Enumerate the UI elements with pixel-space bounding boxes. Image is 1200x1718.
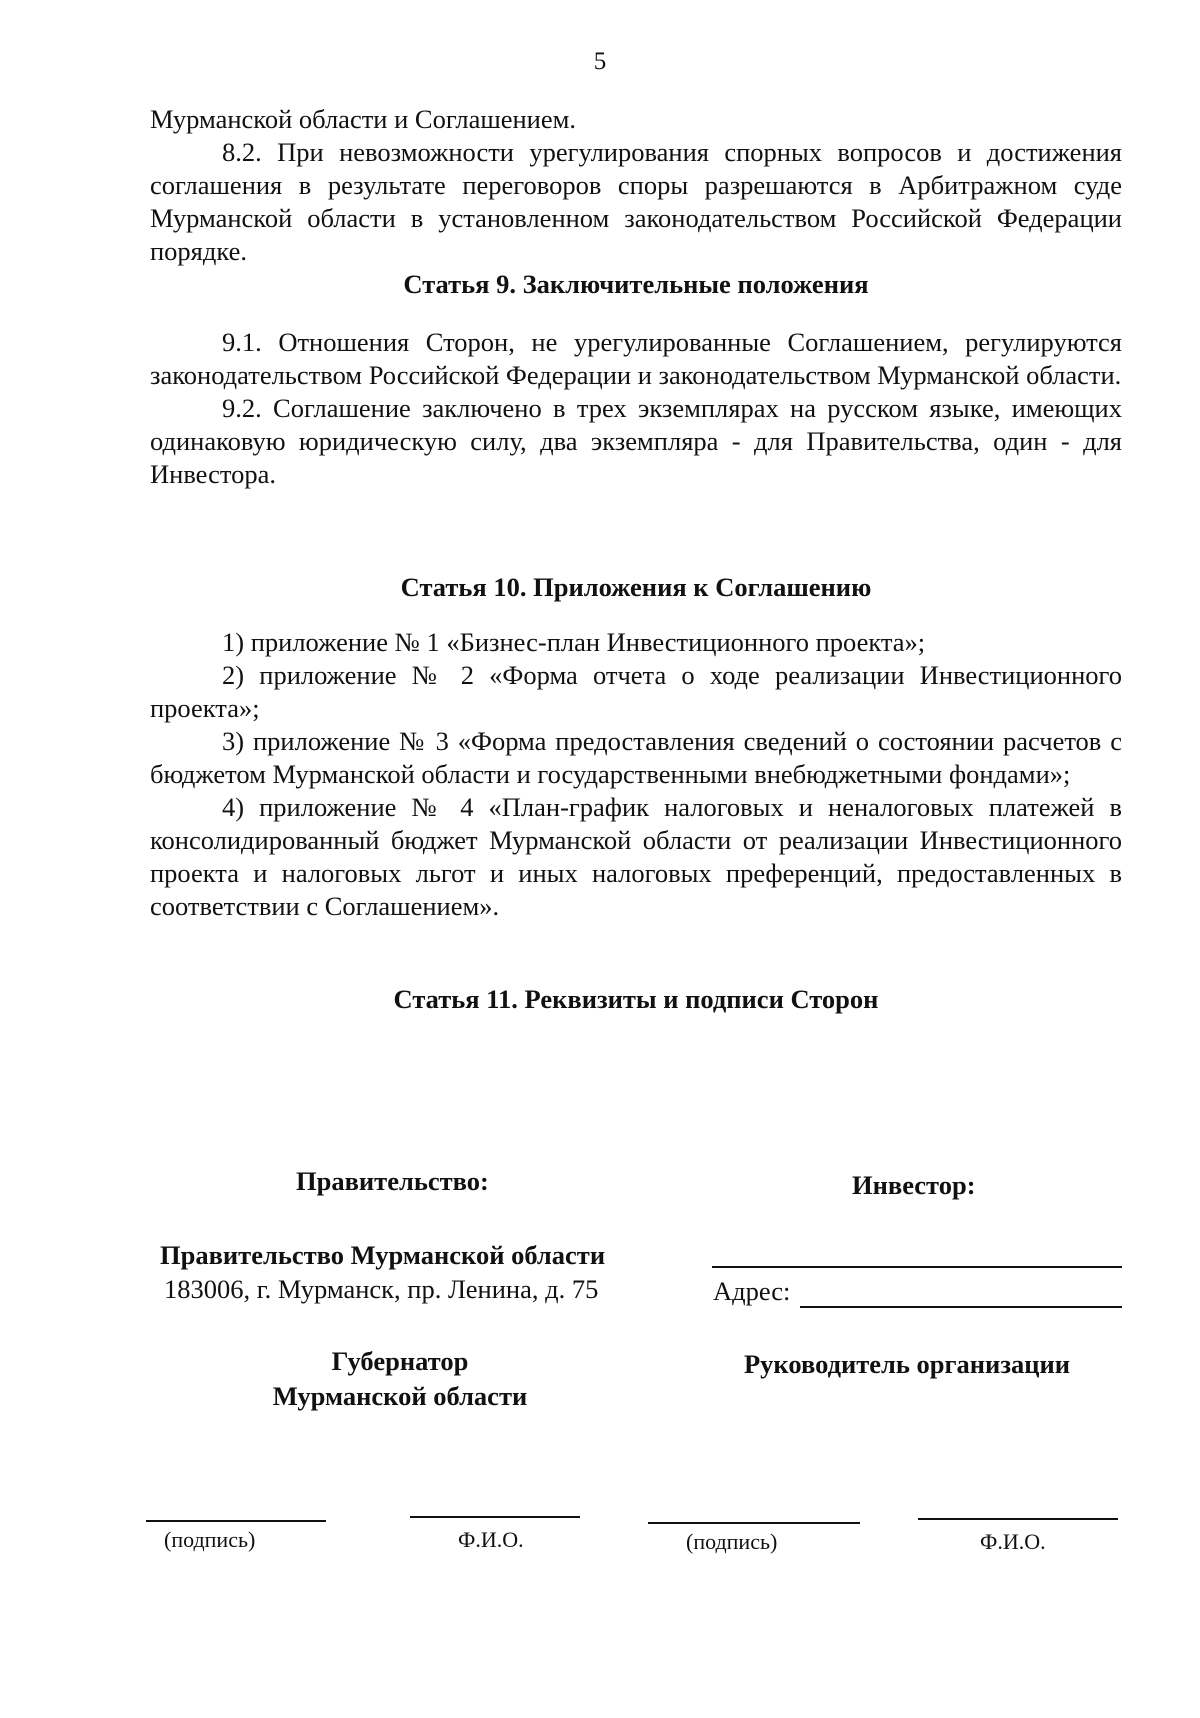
investor-signature-caption: (подпись) [686, 1529, 778, 1554]
heading-article-9: Статья 9. Заключительные положения [403, 269, 869, 299]
government-fio-caption: Ф.И.О. [458, 1527, 524, 1552]
government-signature-caption: (подпись) [164, 1527, 256, 1552]
appendix-item-2: 2) приложение № 2 «Форма отчета о ходе реализации Инвестиционного проекта»; [150, 660, 1122, 723]
investor-address-line [800, 1306, 1122, 1308]
appendix-item-3: 3) приложение № 3 «Форма предоставления сведений о состоянии расчетов с бюджетом Мурманской области и государственными внебюджетными фондами»; [150, 726, 1122, 789]
page-number: 5 [593, 48, 607, 75]
government-fio-line [410, 1516, 580, 1518]
government-position-line1: Губернатор [331, 1346, 469, 1376]
investor-fio-caption: Ф.И.О. [980, 1529, 1046, 1554]
investor-signature-line [648, 1522, 860, 1524]
investor-position: Руководитель организации [744, 1349, 1071, 1379]
investor-heading: Инвестор: [852, 1170, 976, 1200]
heading-article-10: Статья 10. Приложения к Соглашению [400, 572, 872, 602]
government-position-line2: Мурманской области [272, 1381, 528, 1411]
government-heading: Правительство: [296, 1166, 489, 1196]
government-signature-line [146, 1520, 326, 1522]
investor-address-label: Адрес: [713, 1276, 791, 1306]
investor-fio-line [918, 1518, 1118, 1520]
investor-name-line [712, 1266, 1122, 1268]
heading-article-11: Статья 11. Реквизиты и подписи Сторон [393, 984, 879, 1014]
government-name: Правительство Мурманской области [160, 1240, 606, 1270]
government-address: 183006, г. Мурманск, пр. Ленина, д. 75 [164, 1274, 599, 1304]
appendix-item-1: 1) приложение № 1 «Бизнес-план Инвестиционного проекта»; [222, 627, 926, 657]
paragraph-continuation: Мурманской области и Соглашением. [150, 104, 577, 134]
paragraph-8-2: 8.2. При невозможности урегулирования спорных вопросов и достижения соглашения в результате переговоров споры разрешаются в Арбитражном суде Мурманской области в установленном законодательством Российской Федерации порядке. [150, 137, 1122, 266]
agreement-text [150, 103, 1122, 1016]
paragraph-9-1: 9.1. Отношения Сторон, не урегулированные Соглашением, регулируются законодательством Российской Федерации и законодательством Мурманской области. [150, 327, 1122, 390]
paragraph-9-2: 9.2. Соглашение заключено в трех экземплярах на русском языке, имеющих одинаковую юридическую силу, два экземпляра - для Правительства, один - для Инвестора. [150, 393, 1122, 489]
appendix-item-4: 4) приложение № 4 «План-график налоговых и неналоговых платежей в консолидированный бюджет Мурманской области от реализации Инвестиционного проекта и налоговых льгот и иных налоговых преференций, предоставленных в соответствии с Соглашением». [150, 792, 1122, 921]
